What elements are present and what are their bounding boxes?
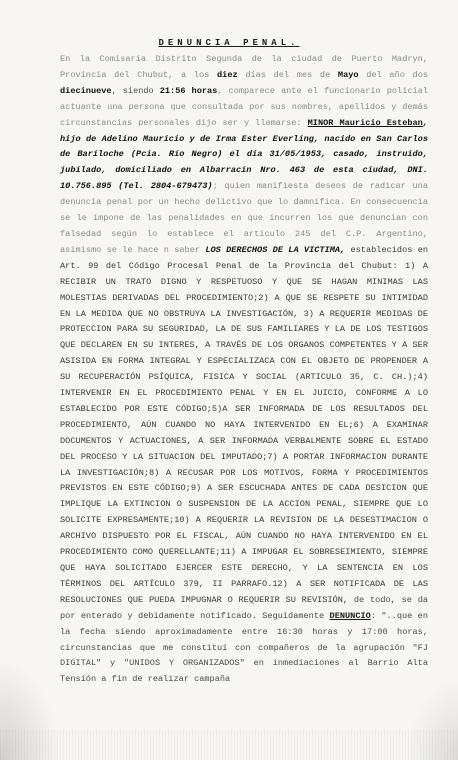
- denuncio-label: DENUNCIO: [329, 610, 371, 621]
- intro-text-5: , comparece ante el funcionario policial actuante una persona que consultada por sus nombres, apellidos y demás circunstancias personales dijo ser y llamarse:: [60, 85, 428, 128]
- person-name: MINOR Mauricio Esteban: [307, 117, 423, 128]
- closing-phrase: de todo, se da por enterado y debidamente notificado. Seguidamente: [60, 594, 429, 621]
- intro-text-1: En la Comisaría Distrito Segunda de la ciudad de Puerto Madryn, Provincia del Chubut, a los: [60, 54, 428, 80]
- person-details: , hijo de Adelino Mauricio y de Irma Ester Everling, nacido en San Carlos de Bariloche (Pcia. Río Negro) el día 31/05/1953, casado, instruido, jubilado, domiciliado en Albarracín Nro. 463 de esta ciudad, DNI. 10.756.895 (Tel. 2804-679473): [60, 117, 428, 192]
- intro-year: diecinueve: [60, 85, 112, 96]
- intro-month: Mayo: [337, 69, 359, 80]
- denuncio-text: : "..que en la fecha siendo aproximadamente entre 16:30 horas y 17:00 horas, circunstancias que me constituí con compañeros de la agrupación "FJ DIGITAL" y "UNIDOS Y ORGANIZADOS" en inmediaciones al Barrio Alta Tensión a fin de realizar campaña: [60, 610, 428, 685]
- victim-rights-heading: LOS DERECHOS DE LA VICTIMA,: [205, 244, 346, 255]
- document-body: [60, 52, 428, 688]
- intro-time: 21:56 horas: [159, 85, 218, 96]
- intro-day: diez: [217, 69, 238, 80]
- intro-text-3: del año dos: [358, 69, 429, 80]
- victim-rights-text: establecidos en Art. 99 del Código Procesal Penal de la Provincia del Chubut: 1) A RECIBIR UN TRATO DIGNO Y RESPETUOSO Y QUE SE HAGAN MINIMAS LAS MOLESTIAS DERIVADAS DEL PROCEDIMIENTO;2) A QUE SE RESPETE SU INTIMIDAD EN LA MEDIDA QUE NO OBSTRUYA LA INVESTIGACIÓN, 3) A REQUERIR MEDIDAS DE PROTECCION PARA SU SEGURIDAD, LA DE SUS FAMILIARES Y LA DE LOS TESTIGOS QUE DECLAREN EN SU INTERES, A TRAVÉS DE LOS ORGANOS COMPETENTES Y A SER ASISIDA EN FORMA INTEGRAL Y ESPECIALIZACA CON EL OBJETO DE PROPENDER A SU RECUPERACIÓN PSÍQUICA, FISICA Y SOCIAL (ARTICULO 35, C. CH.);4) INTERVENIR EN EL PROCEDIMIENTO PENAL Y EN EL JUICIO, CONFORME A LO ESTABLECIDO POR ESTE CÓDIGO;5)A SER INFORMADA DE LOS RESULTADOS DEL PROCEDIMIENTO, AÚN CUANDO NO HAYA INTERVENIDO EN EL;6) A EXAMINAR DOCUMENTOS Y ACTUACIONES, A SER INFORMADA VERBALMENTE SOBRE EL ESTADO DEL PROCESO Y LA SITUACION DEL IMPUTADO;7) A PORTAR INFORMACION DURANTE LA INVESTIGACIÓN;8) A RECUSAR POR LOS MOTIVOS, FORMA Y PROCEDIMIENTOS PREVISTOS EN ESTE CÓDIGO;9) A SER ESCUCHADA ANTES DE CADA DESICION QUE IMPLIQUE LA EXTINCION O SUSPENSION DE LA ACCION PENAL, SIEMPRE QUE LO SOLICITE EXPRESAMENTE;10) A REQUERIR LA REVISION DE LA DESESTIMACION O ARCHIVO DISPUESTO POR EL FISCAL, AÚN CUANDO NO HAYA INTERVENIDO EN EL PROCEDIMIENTO COMO QUERELLANTE;11) A IMPUGAR EL SOBRESEIMIENTO, SIEMPRE QUE HAYA SOLICITADO EJERCER ESTE DERECHO, Y LA SENTENCIA EN LOS TÉRMINOS DEL ARTÍCULO 379, II PARRAFO.12) A SER NOTIFICADA DE LAS RESOLUCIONES QUE PUEDA IMPUGNAR O REQUERIR SU REVISIÓN,: [60, 244, 429, 605]
- document-title: DENUNCIA PENAL.: [158, 38, 300, 48]
- intro-text-2: días del mes de: [237, 69, 338, 80]
- after-details-text: ; quien manifiesta deseos de radicar una denuncia penal por un hecho delictivo que lo damnifica. En consecuencia se le impone de las penalidades en que incurren los que denuncian con falsedad según lo establece el artículo 245 del C.P. Argentino, asimismo se le hace n saber: [60, 181, 428, 255]
- scan-noise: [0, 730, 458, 760]
- intro-text-4: , siendo: [111, 85, 160, 96]
